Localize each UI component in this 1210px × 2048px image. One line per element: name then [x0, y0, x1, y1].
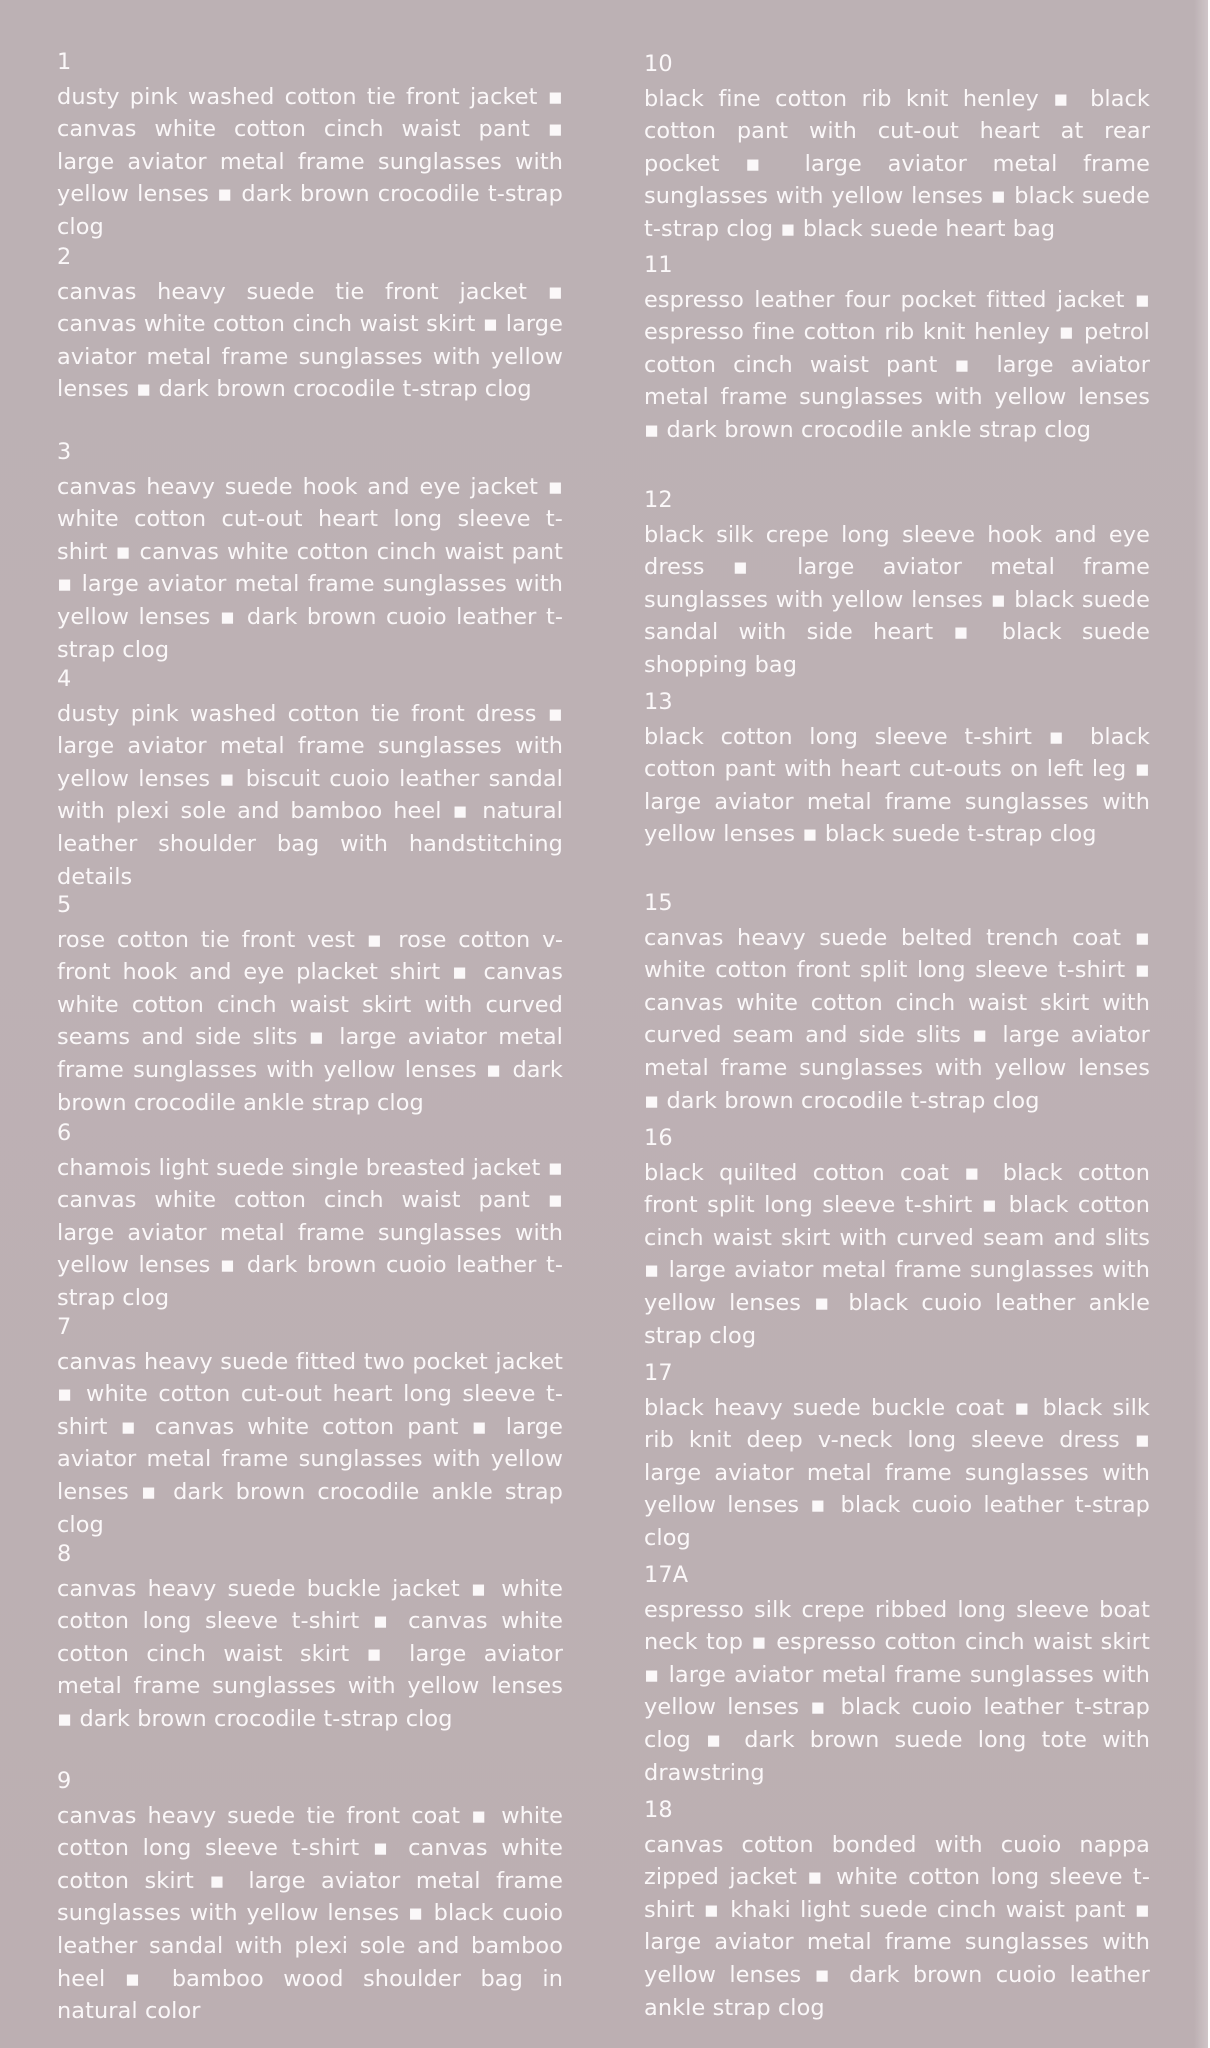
look-number: 7	[57, 1314, 72, 1340]
look-entry-7	[57, 1311, 563, 1541]
look-description: canvas heavy suede hook and eye jacket ▪ white cotton cut-out heart long sleeve t-shirt ▪ canvas white cotton cinch waist pant ▪ large aviator metal frame sunglasses with yellow lenses ▪ dark brown cuoio leather t-strap clog	[57, 473, 563, 663]
look-entry-16	[644, 1122, 1150, 1352]
look-description: rose cotton tie front vest ▪ rose cotton v-front hook and eye placket shirt ▪ canvas white cotton cinch waist skirt with curved seams and side slits ▪ large aviator metal frame sunglasses with yellow lenses ▪ dark brown crocodile ankle strap clog	[57, 926, 563, 1116]
look-entry-13	[644, 686, 1150, 851]
look-number: 17	[644, 1360, 673, 1386]
look-description: dusty pink washed cotton tie front jacket ▪ canvas white cotton cinch waist pant ▪ large aviator metal frame sunglasses with yellow lenses ▪ dark brown crocodile t-strap clog	[57, 83, 563, 240]
look-entry-1	[57, 46, 563, 244]
look-number: 5	[57, 892, 72, 918]
look-description: canvas cotton bonded with cuoio nappa zipped jacket ▪ white cotton long sleeve t-shirt ▪ khaki light suede cinch waist pant ▪ large aviator metal frame sunglasses with yellow lenses ▪ dark brown cuoio leather ankle strap clog	[644, 1831, 1150, 2021]
look-entry-17a	[644, 1559, 1150, 1789]
look-entry-4	[57, 663, 563, 893]
look-entry-18	[644, 1794, 1150, 2024]
look-description: black cotton long sleeve t-shirt ▪ black cotton pant with heart cut-outs on left leg ▪ large aviator metal frame sunglasses with yellow lenses ▪ black suede t-strap clog	[644, 723, 1150, 848]
look-description: espresso leather four pocket fitted jacket ▪ espresso fine cotton rib knit henley ▪ petrol cotton cinch waist pant ▪ large aviator metal frame sunglasses with yellow lenses ▪ dark brown crocodile ankle strap clog	[644, 286, 1150, 443]
look-entry-9	[57, 1765, 563, 2028]
look-entry-8	[57, 1538, 563, 1736]
look-number: 4	[57, 666, 72, 692]
look-description: canvas heavy suede belted trench coat ▪ white cotton front split long sleeve t-shirt ▪ canvas white cotton cinch waist skirt with curved seam and side slits ▪ large aviator metal frame sunglasses with yellow lenses ▪ dark brown crocodile t-strap clog	[644, 924, 1150, 1114]
look-description: chamois light suede single breasted jacket ▪ canvas white cotton cinch waist pant ▪ large aviator metal frame sunglasses with yellow lenses ▪ dark brown cuoio leather t-strap clog	[57, 1154, 563, 1311]
look-number: 3	[57, 439, 72, 465]
look-number: 18	[644, 1797, 673, 1823]
look-description: canvas heavy suede buckle jacket ▪ white cotton long sleeve t-shirt ▪ canvas white cotton cinch waist skirt ▪ large aviator metal frame sunglasses with yellow lenses ▪ dark brown crocodile t-strap clog	[57, 1575, 563, 1732]
look-number: 13	[644, 689, 673, 715]
look-number: 10	[644, 51, 673, 77]
look-number: 15	[644, 890, 673, 916]
look-entry-3	[57, 436, 563, 666]
look-description: black silk crepe long sleeve hook and eye dress ▪ large aviator metal frame sunglasses with yellow lenses ▪ black suede sandal with side heart ▪ black suede shopping bag	[644, 521, 1150, 678]
look-description: black heavy suede buckle coat ▪ black silk rib knit deep v-neck long sleeve dress ▪ large aviator metal frame sunglasses with yellow lenses ▪ black cuoio leather t-strap clog	[644, 1394, 1150, 1551]
look-description: dusty pink washed cotton tie front dress ▪ large aviator metal frame sunglasses with yellow lenses ▪ biscuit cuoio leather sandal with plexi sole and bamboo heel ▪ natural leather shoulder bag with handstitching details	[57, 700, 563, 890]
look-number: 16	[644, 1125, 673, 1151]
look-number: 8	[57, 1541, 72, 1567]
look-number: 1	[57, 49, 72, 75]
look-description: black quilted cotton coat ▪ black cotton front split long sleeve t-shirt ▪ black cotton cinch waist skirt with curved seam and slits ▪ large aviator metal frame sunglasses with yellow lenses ▪ black cuoio leather ankle strap clog	[644, 1159, 1150, 1349]
look-entry-6	[57, 1117, 563, 1315]
look-number: 17A	[644, 1562, 689, 1588]
look-number: 11	[644, 252, 673, 278]
look-entry-10	[644, 48, 1150, 246]
look-number: 6	[57, 1120, 72, 1146]
look-description: canvas heavy suede fitted two pocket jacket ▪ white cotton cut-out heart long sleeve t-shirt ▪ canvas white cotton pant ▪ large aviator metal frame sunglasses with yellow lenses ▪ dark brown crocodile ankle strap clog	[57, 1348, 563, 1538]
look-entry-12	[644, 484, 1150, 682]
look-number: 12	[644, 487, 673, 513]
look-description: canvas heavy suede tie front jacket ▪ canvas white cotton cinch waist skirt ▪ large aviator metal frame sunglasses with yellow lenses ▪ dark brown crocodile t-strap clog	[57, 278, 563, 403]
look-entry-5	[57, 889, 563, 1119]
page-edge	[1194, 0, 1208, 2048]
look-entry-2	[57, 241, 563, 406]
look-entry-15	[644, 887, 1150, 1117]
look-number: 2	[57, 244, 72, 270]
look-description: black fine cotton rib knit henley ▪ black cotton pant with cut-out heart at rear pocket ▪ large aviator metal frame sunglasses with yellow lenses ▪ black suede t-strap clog ▪ black suede heart bag	[644, 85, 1150, 242]
look-description: canvas heavy suede tie front coat ▪ white cotton long sleeve t-shirt ▪ canvas white cotton skirt ▪ large aviator metal frame sunglasses with yellow lenses ▪ black cuoio leather sandal with plexi sole and bamboo heel ▪ bamboo wood shoulder bag in natural color	[57, 1802, 563, 2025]
look-description: espresso silk crepe ribbed long sleeve boat neck top ▪ espresso cotton cinch waist skirt ▪ large aviator metal frame sunglasses with yellow lenses ▪ black cuoio leather t-strap clog ▪ dark brown suede long tote with drawstring	[644, 1596, 1150, 1786]
look-entry-11	[644, 249, 1150, 447]
look-number: 9	[57, 1768, 72, 1794]
look-entry-17	[644, 1357, 1150, 1555]
